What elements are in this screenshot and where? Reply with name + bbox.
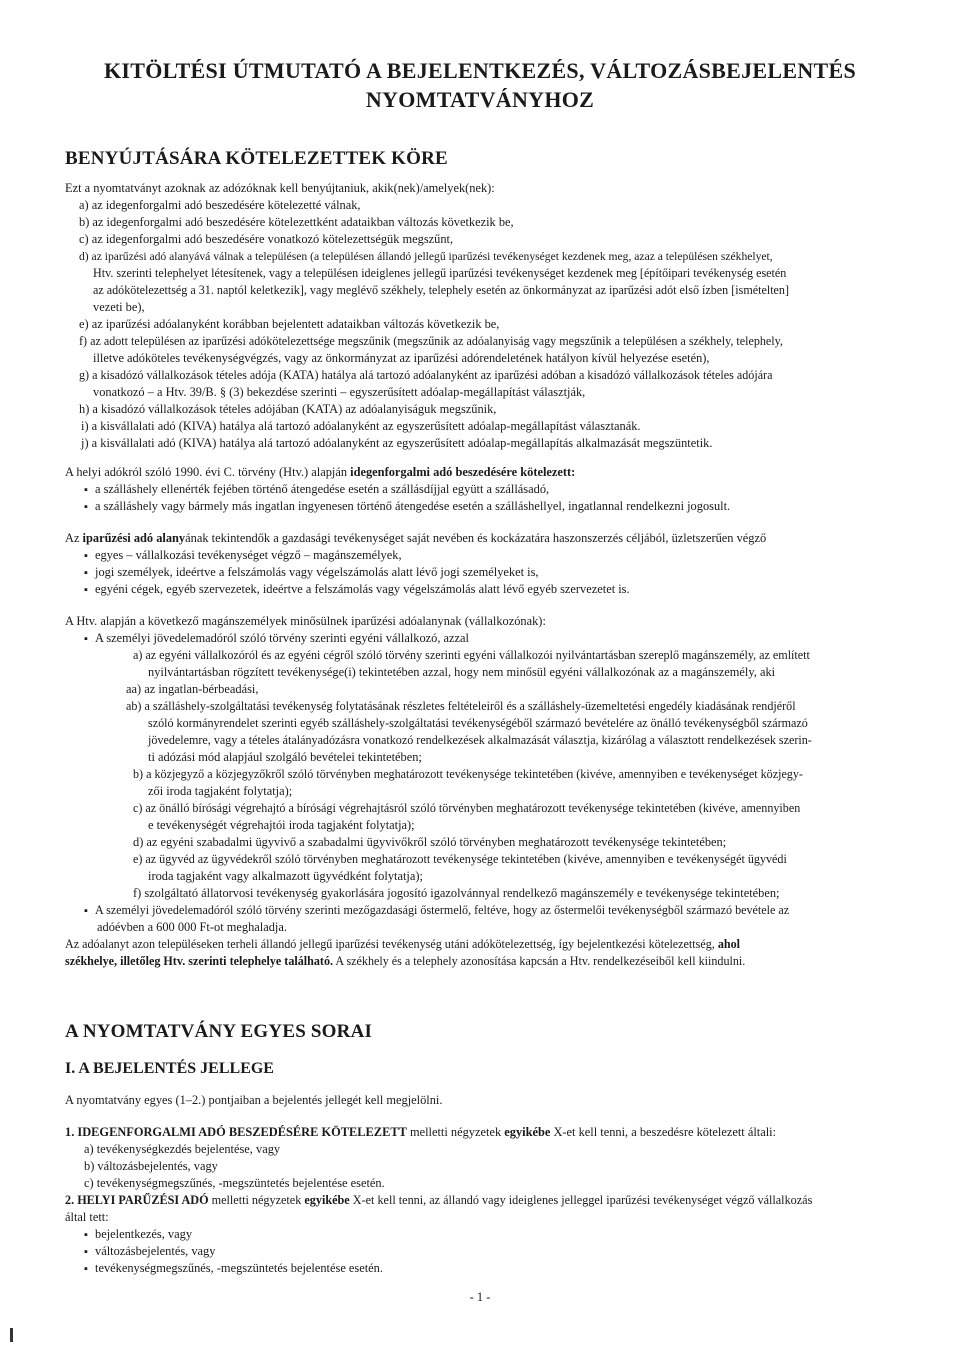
list-item: h) a kisadózó vállalkozások tételes adójában (KATA) az adóalanyiságuk megszűnik, bbox=[79, 402, 497, 416]
htv-closing-1: Az adóalanyt azon településeken terheli állandó jellegű iparűzési tevékenység utáni adókötelezettség, így bejelentkezési kötelezettség, ahol bbox=[65, 937, 740, 951]
list-item-cont: vonatkozó – a Htv. 39/B. § (3) bekezdése szerinti – egyszerűsített adóalap-megállapítást választják, bbox=[93, 385, 586, 399]
bullet-item: ▪ egyéni cégek, egyéb szervezetek, ideértve a felszámolás vagy végelszámolás alatt lévő egyéb szervezetet is. bbox=[84, 581, 630, 599]
iparuzesi-lead: Az iparűzési adó alanyának tekintendők a gazdasági tevékenységet saját nevében és kockázatára haszonszerzés céljából, üzletszerűen végző bbox=[65, 531, 767, 545]
document-title bbox=[60, 56, 900, 114]
htv-line: aa) az ingatlan-bérbeadási, bbox=[126, 682, 259, 696]
list-item: a) az idegenforgalmi adó beszedésére kötelezetté válnak, bbox=[79, 198, 361, 212]
list-item: b) az idegenforgalmi adó beszedésére kötelezettként adataikban változás következik be, bbox=[79, 215, 514, 229]
list-item: e) az iparűzési adóalanyként korábban bejelentett adataikban változás következik be, bbox=[79, 317, 500, 331]
bullet-item: ▪ bejelentkezés, vagy bbox=[84, 1226, 192, 1244]
list-item: a) tevékenységkezdés bejelentése, vagy bbox=[84, 1142, 281, 1156]
htv-line: nyilvántartásban rögzített tevékenysége(i) tekintetében azzal, hogy nem minősül egyéni vállalkozónak az a magánszemély, aki bbox=[148, 665, 776, 679]
list-item: i) a kisvállalati adó (KIVA) hatálya alá tartozó adóalanyként az egyszerűsített adóalap-megállapítást választanák. bbox=[81, 419, 641, 433]
idegenforgalmi-lead: A helyi adókról szóló 1990. évi C. törvény (Htv.) alapján idegenforgalmi adó beszedésére kötelezett: bbox=[65, 465, 576, 479]
list-item: d) az iparűzési adó alanyává válnak a településen (a településen állandó jellegű iparűzési tevékenységet kezdenek meg, azaz a településen székhelyet, bbox=[79, 250, 773, 263]
section-heading-sorai: A NYOMTATVÁNY EGYES SORAI bbox=[65, 1021, 373, 1042]
section-heading-benyujtas: BENYÚJTÁSÁRA KÖTELEZETTEK KÖRE bbox=[65, 148, 448, 169]
benyujtas-intro: Ezt a nyomtatványt azoknak az adózóknak kell benyújtaniuk, akik(nek)/amelyek(nek): bbox=[65, 181, 495, 195]
bullet-item: ▪ tevékenységmegszűnés, -megszüntetés bejelentése esetén. bbox=[84, 1260, 383, 1278]
list-item: b) változásbejelentés, vagy bbox=[84, 1159, 218, 1173]
list-item-cont: az adókötelezettség a 31. naptól keletkezik], vagy meglévő székhely, telephely esetén az önkormányzat az iparűzési adót első ízben [ismételten] bbox=[93, 283, 789, 297]
list-item: c) tevékenységmegszűnés, -megszüntetés bejelentése esetén. bbox=[84, 1176, 385, 1190]
htv-line: ab) a szálláshely-szolgáltatási tevékenység folytatásának részletes feltételeiről és a szálláshely-üzemeltetési engedély kiadásának rendjéről bbox=[126, 699, 796, 713]
bullet-item: ▪ egyes – vállalkozási tevékenységet végző – magánszemélyek, bbox=[84, 547, 402, 565]
title-line-2: NYOMTATVÁNYHOZ bbox=[365, 87, 595, 112]
htv-line: jövedelemre, vagy a tételes átalányadózásra vonatkozó rendelkezések alkalmazását választja, kizárólag a választott rendelkezések szerin- bbox=[148, 733, 812, 747]
htv-line: b) a közjegyző a közjegyzőkről szóló törvényben meghatározott tevékenysége tekintetében (kivéve, amennyiben e tevékenységet közjegy- bbox=[133, 767, 803, 781]
htv-line: e tevékenységét végrehajtói iroda tagjaként folytatja); bbox=[148, 818, 415, 832]
htv-line: e) az ügyvéd az ügyvédekről szóló törvényben meghatározott tevékenysége tekintetében (kivéve, amennyiben e tevékenységét ügyvédi bbox=[133, 852, 787, 866]
htv-lead: A Htv. alapján a következő magánszemélyek minősülnek iparűzési adóalanynak (vállalkozónak): bbox=[65, 614, 546, 628]
htv-closing-2: székhelye, illetőleg Htv. szerinti telephelye található. A székhely és a telephely azonosítása kapcsán a Htv. rendelkezéseiből kell kiindulni. bbox=[65, 954, 746, 968]
bullet-item: ▪ A személyi jövedelemadóról szóló törvény szerinti mezőgazdasági őstermelő, feltéve, hogy az őstermelői tevékenységből származó bevétele az bbox=[84, 902, 789, 920]
point-2: 2. HELYI PARŰZÉSI ADÓ melletti négyzetek egyikébe X-et kell tenni, az állandó vagy ideiglenes jelleggel iparűzési tevékenységet végző vállalkozás bbox=[65, 1193, 813, 1207]
sorai-intro: A nyomtatvány egyes (1–2.) pontjaiban a bejelentés jellegét kell megjelölni. bbox=[65, 1093, 443, 1107]
htv-line: f) szolgáltató állatorvosi tevékenység gyakorlására jogosító igazolvánnyal rendelkező magánszemély e tevékenysége tekintetében; bbox=[133, 886, 780, 900]
htv-line: szóló kormányrendelet szerinti egyéb szálláshely-szolgáltatási tevékenységéből származó bevételére az önálló tevékenységből származó bbox=[148, 716, 808, 730]
htv-line: c) az önálló bírósági végrehajtó a bírósági végrehajtásról szóló törvényben meghatározott tevékenysége tekintetében (kivéve, amennyiben bbox=[133, 801, 801, 815]
bullet-item: ▪ a szálláshely vagy bármely más ingatlan ingyenesen történő átengedése esetén a szálláshellyel, ingatlannal rendelkezni jogosult. bbox=[84, 498, 730, 516]
htv-line: iroda tagjaként vagy alkalmazott ügyvédként folytatja); bbox=[148, 869, 423, 883]
htv-line: d) az egyéni szabadalmi ügyvivő a szabadalmi ügyvivőkről szóló törvényben meghatározott tevékenysége tekintetében; bbox=[133, 835, 727, 849]
bullet-item-cont: adóévben a 600 000 Ft-ot meghaladja. bbox=[97, 920, 287, 934]
bullet-item: ▪ A személyi jövedelemadóról szóló törvény szerinti egyéni vállalkozó, azzal bbox=[84, 630, 469, 648]
list-item: f) az adott településen az iparűzési adókötelezettsége megszűnik (megszűnik az adóalanyiság vagy megszűnik a településen a székhely, telephely, bbox=[79, 334, 783, 348]
title-line-1: KITÖLTÉSI ÚTMUTATÓ A BEJELENTKEZÉS, VÁLTOZÁSBEJELENTÉS bbox=[103, 58, 857, 83]
scan-mark bbox=[10, 1328, 13, 1342]
subsection-heading: I. A BEJELENTÉS JELLEGE bbox=[65, 1060, 274, 1077]
list-item: j) a kisvállalati adó (KIVA) hatálya alá tartozó adóalanyként az egyszerűsített adóalap-megállapítás alkalmazását megszüntetik. bbox=[81, 436, 713, 450]
list-item: c) az idegenforgalmi adó beszedésére vonatkozó kötelezettségük megszűnt, bbox=[79, 232, 454, 246]
list-item: g) a kisadózó vállalkozások tételes adója (KATA) hatálya alá tartozó adóalanyként az iparűzési adóban a kisadózó vállalkozások tételes adójára bbox=[79, 368, 773, 382]
htv-line: zői iroda tagjaként folytatja); bbox=[148, 784, 293, 798]
bullet-item: ▪ változásbejelentés, vagy bbox=[84, 1243, 215, 1261]
list-item-cont: illetve adóköteles tevékenységvégzés, vagy az önkormányzat az iparűzési adórendeletének hatályon kívül helyezése esetén), bbox=[93, 351, 710, 365]
page-number: - 1 - bbox=[469, 1290, 491, 1304]
point-2-cont: által tett: bbox=[65, 1210, 109, 1224]
htv-line: a) az egyéni vállalkozóról és az egyéni cégről szóló törvény szerinti egyéni vállalkozói nyilvántartásban szereplő magánszemély, az említett bbox=[133, 648, 810, 662]
list-item-cont: vezeti be), bbox=[93, 300, 145, 314]
bullet-item: ▪ a szálláshely ellenérték fejében történő átengedése esetén a szállásdíjjal együtt a szállásadó, bbox=[84, 481, 549, 499]
list-item-cont: Htv. szerinti telephelyet létesítenek, vagy a településen ideiglenes jellegű iparűzési tevékenységet kezdenek meg [építőipari tevékenység esetén bbox=[93, 266, 787, 280]
htv-line: ti adózási mód alapjául szolgáló bevételei tekintetében; bbox=[148, 750, 422, 764]
bullet-item: ▪ jogi személyek, ideértve a felszámolás vagy végelszámolás alatt lévő jogi személyeket is, bbox=[84, 564, 539, 582]
point-1: 1. IDEGENFORGALMI ADÓ BESZEDÉSÉRE KÖTELEZETT melletti négyzetek egyikébe X-et kell tenni, a beszedésre kötelezett általi: bbox=[65, 1125, 777, 1139]
